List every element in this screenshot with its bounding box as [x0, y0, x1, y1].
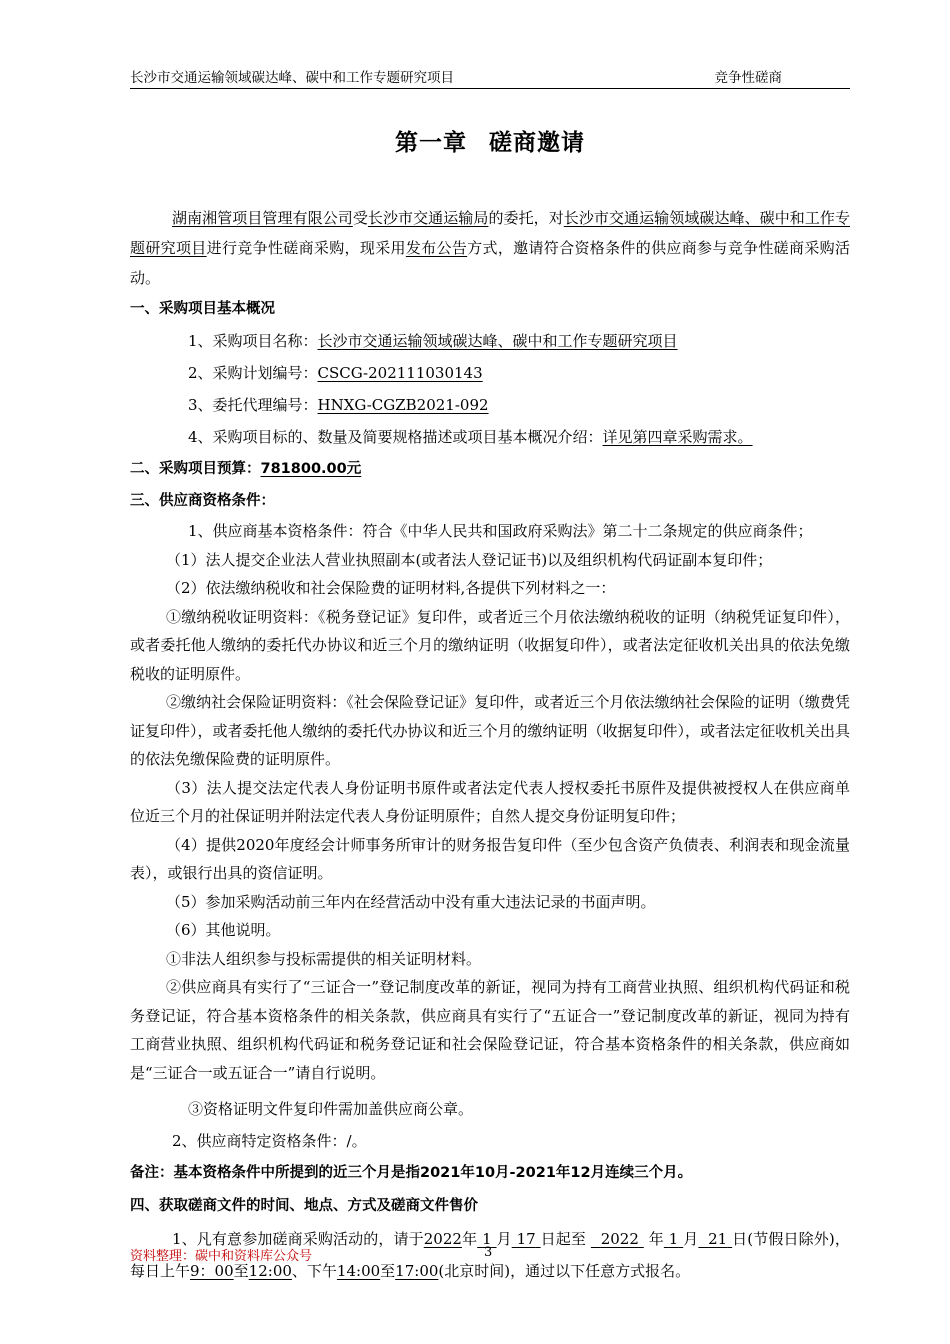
procurement-mode: 发布公告: [405, 239, 468, 257]
end-month-value: 1: [668, 1230, 679, 1248]
qualification-basic: 1、供应商基本资格条件：符合《中华人民共和国政府采购法》第二十二条规定的供应商条件；: [188, 522, 813, 540]
start-year: 2022: [423, 1230, 462, 1248]
intro-paragraph: [130, 203, 850, 293]
agency-number-value: HNXG-CGZB2021-092: [317, 396, 489, 414]
reg-text: 1、凡有意参加磋商采购活动的，请于: [172, 1230, 424, 1248]
field-label: 4、采购项目标的、数量及简要规格描述或项目基本概况介绍：: [188, 428, 603, 446]
agent-name: 湖南湘管项目管理有限公司: [172, 209, 353, 227]
reg-text: 月: [496, 1230, 512, 1248]
reg-text: 月: [683, 1230, 699, 1248]
reg-text: 、下午: [291, 1262, 337, 1280]
qualification-item-4: （4）提供2020年度经会计师事务所审计的财务报告复印件（至少包含资产负债表、利润表和现金流量表），或银行出具的资信证明。: [130, 835, 850, 882]
field-label: 2、采购计划编号：: [188, 364, 318, 382]
client-name: 长沙市交通运输局: [367, 209, 489, 227]
page-header: [130, 66, 850, 89]
project-description-line: [130, 421, 850, 453]
qualification-insurance-proof: ②缴纳社会保险证明资料：《社会保险登记证》复印件，或者近三个月依法缴纳社会保险的证明（缴费凭证复印件），或者委托他人缴纳的委托代办协议和近三个月的缴纳证明（收据复印件），或者法定征收机关出具的依法免缴保险费的证明原件。: [130, 693, 851, 768]
agency-number-line: [130, 389, 850, 421]
reg-text: 日起至: [540, 1230, 586, 1248]
document-body: [130, 203, 850, 1287]
header-project-title: 长沙市交通运输领域碳达峰、碳中和工作专题研究项目: [130, 70, 454, 86]
end-day-value: 21: [708, 1230, 728, 1248]
section-4-heading: 四、获取磋商文件的时间、地点、方式及磋商文件售价: [130, 1198, 478, 1214]
reg-text: 年: [648, 1230, 664, 1248]
start-day-value: 17: [516, 1230, 536, 1248]
qualification-item-3: （3）法人提交法定代表人身份证明书原件或者法定代表人授权委托书原件及提供被授权人在供应商单位近三个月的社保证明并附法定代表人身份证明原件；自然人提交身份证明复印件；: [130, 778, 850, 825]
section-2-heading: [130, 453, 850, 485]
project-name-value: 长沙市交通运输领域碳达峰、碳中和工作专题研究项目: [317, 332, 678, 350]
budget-label: 二、采购项目预算：: [130, 461, 261, 477]
plan-number-line: [130, 357, 850, 389]
afternoon-start: 14:00: [336, 1262, 381, 1280]
qualification-item-2: （2）依法缴纳税收和社会保险费的证明材料,各提供下列材料之一：: [166, 579, 616, 597]
page-footer: [130, 1245, 850, 1265]
chapter-title: [0, 124, 950, 157]
qualification-tax-proof: ①缴纳税收证明资料：《税务登记证》复印件，或者近三个月依法缴纳税收的证明（纳税凭证复印件），或者委托他人缴纳的委托代办协议和近三个月的缴纳证明（收据复印件），或者法定征收机关出具的依法免缴税收的证明原件。: [130, 607, 850, 683]
chapter-name: 磋商邀请: [489, 129, 585, 156]
section-1-heading: 一、采购项目基本概况: [130, 301, 275, 317]
qualification-item-6: （6）其他说明。: [166, 921, 281, 939]
project-description-value: 详见第四章采购需求。: [602, 428, 753, 446]
morning-end: 12:00: [248, 1262, 292, 1280]
intro-text: 的委托，对: [488, 209, 564, 227]
qualification-item-1: （1）法人提交企业法人营业执照副本(或者法人登记证书)以及组织机构代码证副本复印件；: [166, 550, 773, 569]
qualification-note-3: ③资格证明文件复印件需加盖供应商公章。: [188, 1100, 474, 1118]
qualification-note-2: ②供应商具有实行了“三证合一”登记制度改革的新证，视同为持有工商营业执照、组织机构代码证和税务登记证，符合基本资格条件的相关条款，供应商具有实行了“五证合一”登记制度改革的新证，视同为持有工商营业执照、组织机构代码证和税务登记证和社会保险登记证，符合基本资格条件的相关条款，供应商如是“三证合一或五证合一”请自行说明。: [130, 978, 850, 1082]
section-3-heading: 三、供应商资格条件：: [130, 493, 275, 509]
qualification-specific: 2、供应商特定资格条件：/。: [172, 1132, 367, 1150]
header-procurement-method: 竞争性磋商: [714, 70, 782, 86]
morning-start: 9：00: [190, 1262, 234, 1280]
intro-text: 受: [352, 209, 368, 227]
intro-text: 进行竞争性磋商采购，现采用: [206, 239, 406, 257]
end-year-value: 2022: [600, 1230, 639, 1248]
footer-source: 资料整理：碳中和资料库公众号: [130, 1249, 313, 1264]
budget-value: 781800.00元: [260, 461, 362, 477]
reg-text: 至: [380, 1262, 396, 1280]
reg-text: 年: [461, 1230, 478, 1248]
plan-number-value: CSCG-202111030143: [317, 364, 483, 382]
intro-project-name: 长沙市交通运输领域碳达峰、碳中和工作专题研究项目: [130, 209, 850, 257]
afternoon-end: 17:00: [395, 1262, 439, 1280]
intro-text: 方式，邀请符合资格条件的供应商参与竞争性磋商采购活动。: [130, 239, 850, 287]
project-name-line: [130, 325, 850, 357]
reg-text: (北京时间)，通过以下任意方式报名。: [438, 1262, 691, 1280]
chapter-number: 第一章: [395, 129, 467, 156]
reg-text: 日(节假日除外)，每日上午: [130, 1230, 850, 1280]
qualification-item-5: （5）参加采购活动前三年内在经营活动中没有重大违法记录的书面声明。: [166, 892, 656, 911]
field-label: 1、采购项目名称：: [188, 332, 318, 350]
remark-note: 备注：基本资格条件中所提到的近三个月是指2021年10月-2021年12月连续三个月。: [130, 1165, 693, 1181]
page-number: 3: [484, 1245, 493, 1260]
field-label: 3、委托代理编号：: [188, 396, 318, 414]
qualification-note-1: ①非法人组织参与投标需提供的相关证明材料。: [166, 949, 482, 968]
start-month-value: 1: [482, 1230, 492, 1248]
reg-text: 至: [233, 1262, 249, 1280]
